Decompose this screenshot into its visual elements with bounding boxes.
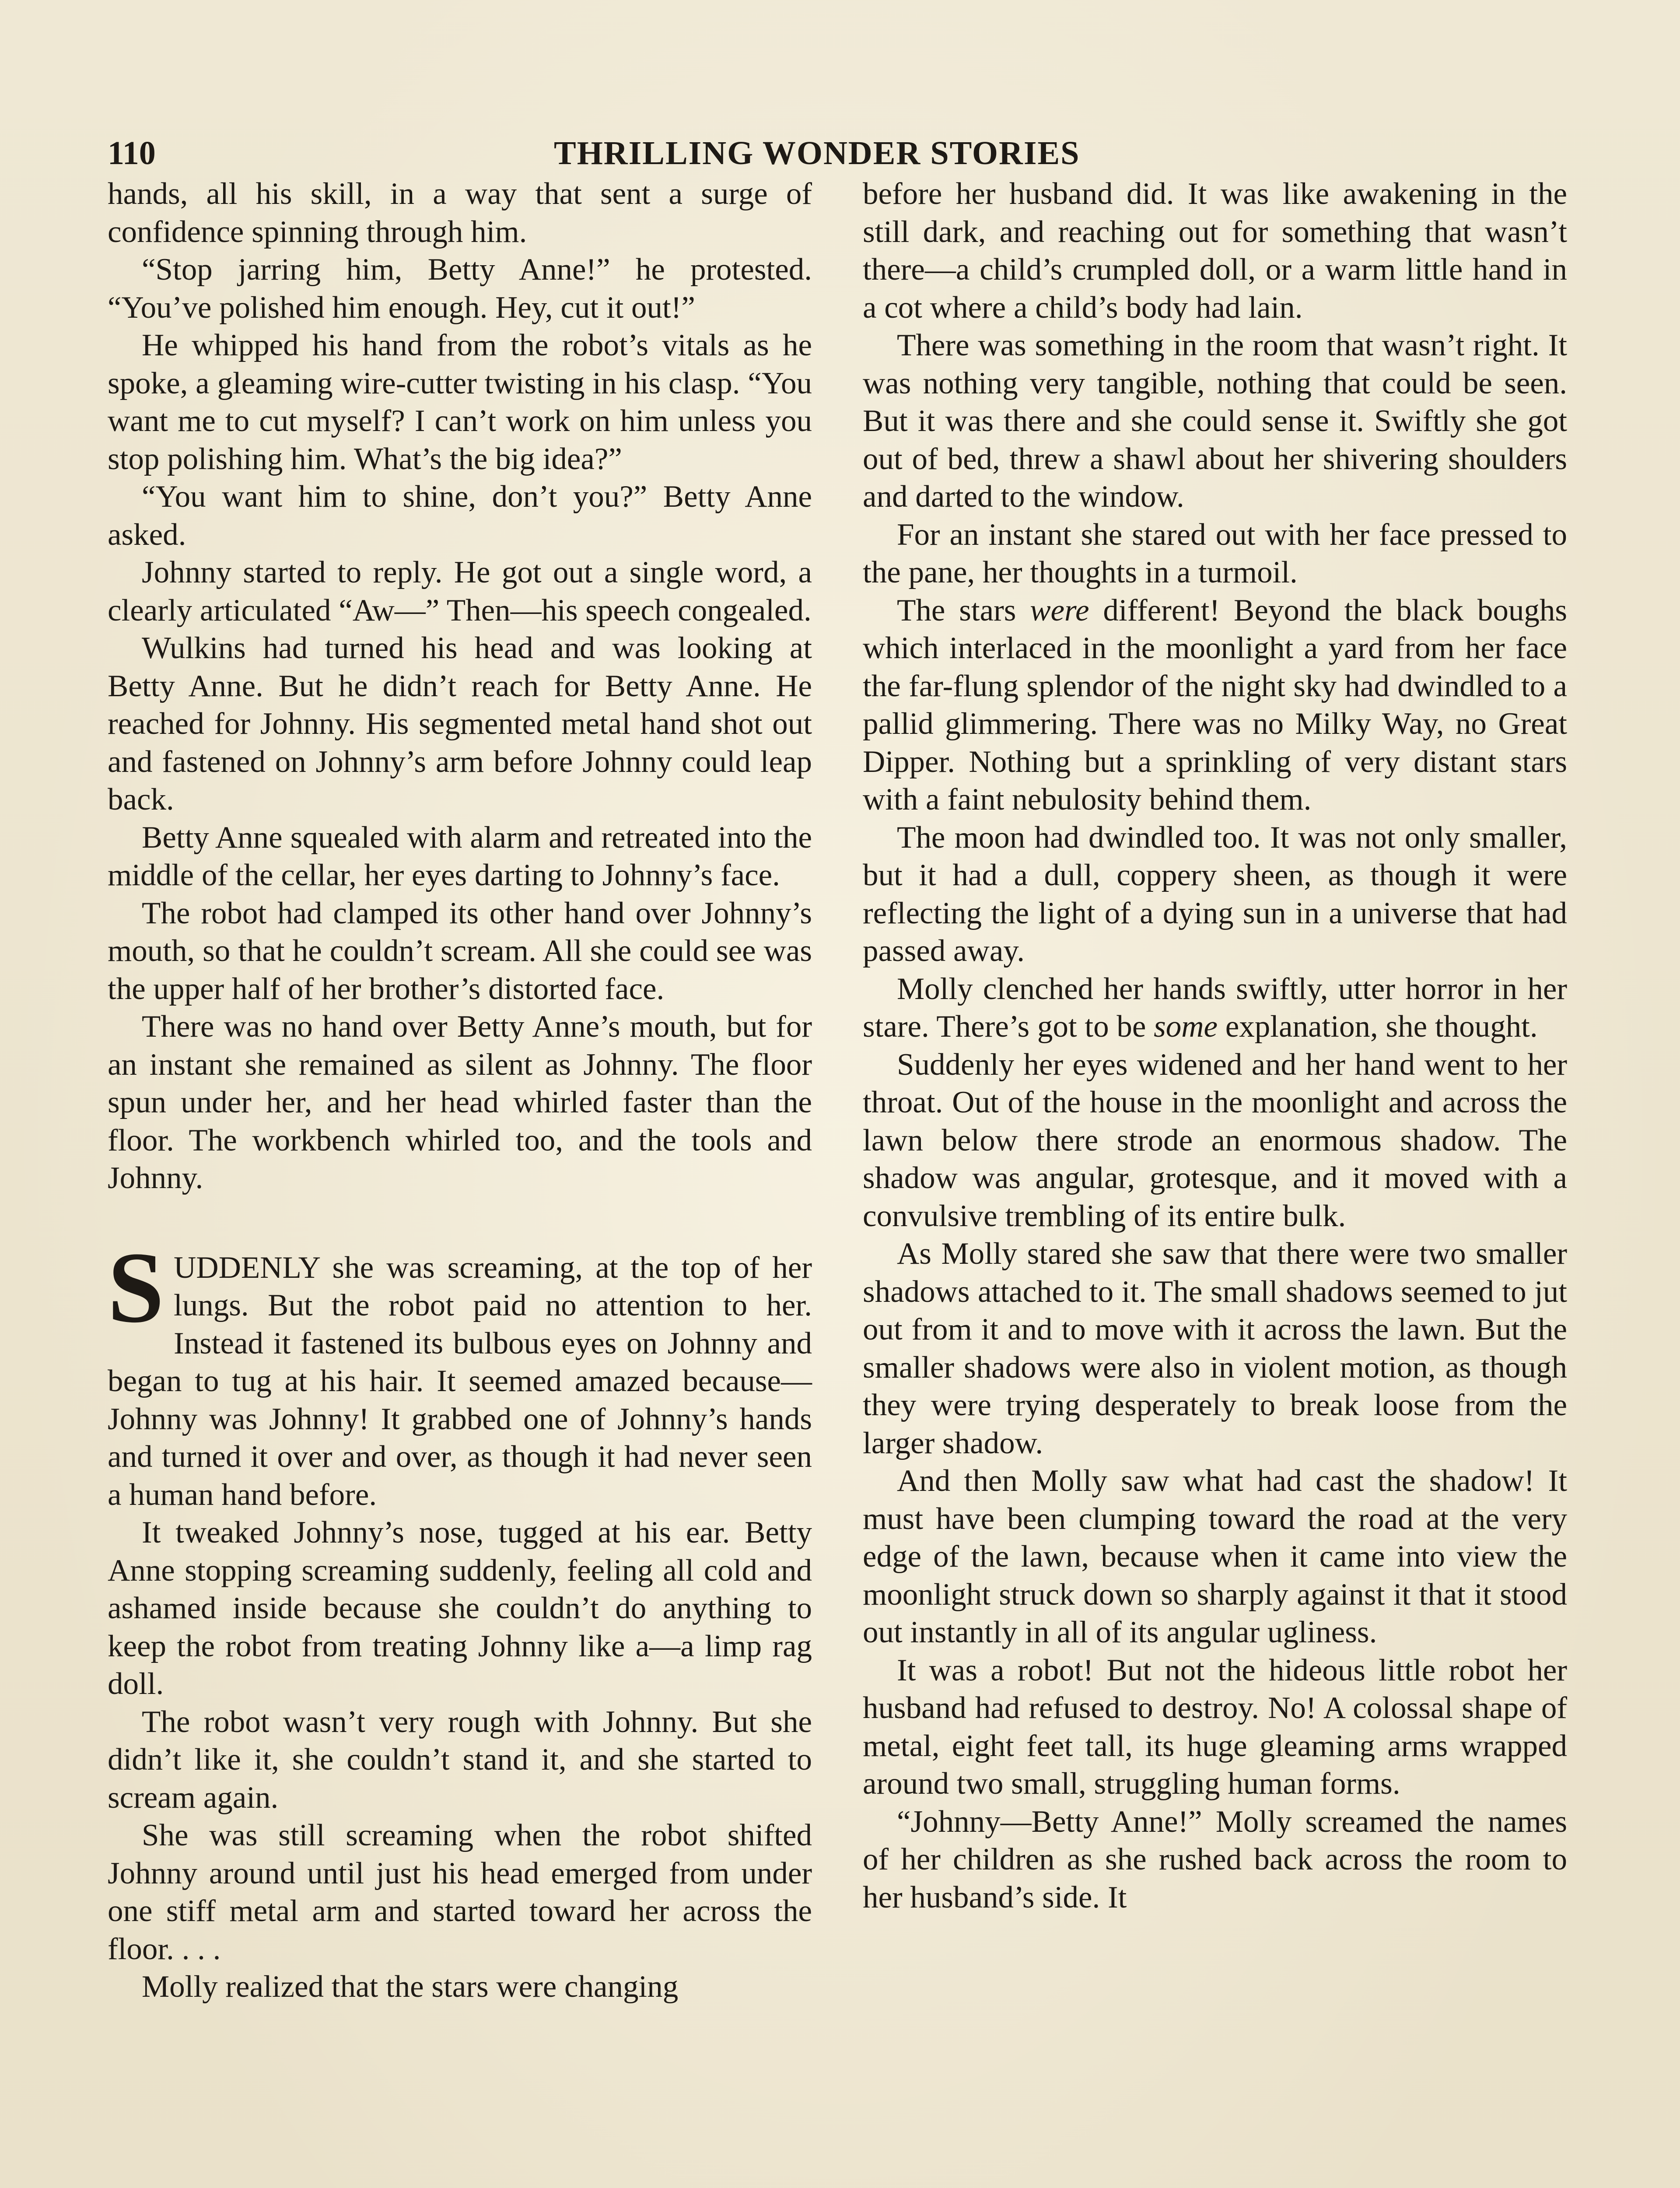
paragraph: “Stop jarring him, Betty Anne!” he protested. “You’ve polished him enough. Hey, cut it out!” bbox=[108, 252, 812, 325]
paragraph: The robot wasn’t very rough with Johnny. But she didn’t like it, she couldn’t stand it, and she started to scream again. bbox=[108, 1704, 812, 1815]
paragraph: And then Molly saw what had cast the shadow! It must have been clumping toward the road at the very edge of the lawn, because when it came into view the moonlight struck down so sharply against it that it stood out instantly in all of its angular ugliness. bbox=[863, 1464, 1567, 1649]
emphasis: some bbox=[1154, 1010, 1218, 1044]
paragraph: There was something in the room that wasn’t right. It was nothing very tangible, nothing that could be seen. But it was there and she could sense it. Swiftly she got out of bed, threw a shawl about her shivering shoulders and darted to the window. bbox=[863, 328, 1567, 514]
right-column bbox=[863, 175, 1567, 1916]
paragraph: There was no hand over Betty Anne’s mouth, but for an instant she remained as silent as Johnny. The floor spun under her, and her head whirled faster than the floor. The workbench whirled too, and the tools and Johnny. bbox=[108, 1010, 812, 1195]
small-caps-lead: UDDENLY bbox=[174, 1250, 320, 1285]
paragraph: Wulkins had turned his head and was looking at Betty Anne. But he didn’t reach for Betty Anne. He reached for Johnny. His segmented metal hand shot out and fastened on Johnny’s arm before Johnny could leap back. bbox=[108, 631, 812, 817]
paragraph: As Molly stared she saw that there were two smaller shadows attached to it. The small shadows seemed to jut out from it and to move with it across the lawn. But the smaller shadows were also in violent motion, as though they were trying desperately to break loose from the larger shadow. bbox=[863, 1237, 1567, 1460]
paragraph: Betty Anne squealed with alarm and retreated into the middle of the cellar, her eyes darting to Johnny’s face. bbox=[108, 820, 812, 892]
paragraph-text: explanation, she thought. bbox=[1218, 1010, 1538, 1044]
paragraph: “Johnny—Betty Anne!” Molly screamed the names of her children as she rushed back across the room to her husband’s side. It bbox=[863, 1804, 1567, 1914]
page-number: 110 bbox=[108, 135, 156, 172]
paragraph: He whipped his hand from the robot’s vitals as he spoke, a gleaming wire-cutter twisting in his clasp. “You want me to cut myself? I can’t work on him unless you stop polishing him. What’s the big idea?” bbox=[108, 328, 812, 476]
left-column bbox=[108, 175, 812, 2006]
paragraph-text: The stars bbox=[897, 593, 1030, 628]
paragraph: She was still screaming when the robot shifted Johnny around until just his head emerged from under one stiff metal arm and started toward her across the floor. . . . bbox=[108, 1818, 812, 1966]
emphasis: were bbox=[1030, 593, 1089, 628]
paragraph: Suddenly her eyes widened and her hand went to her throat. Out of the house in the moonlight and across the lawn below there strode an enormous shadow. The shadow was angular, grotesque, and it moved with a convulsive trembling of its entire bulk. bbox=[863, 1047, 1567, 1233]
paragraph-text: she was screaming, at the top of her lungs. But the robot paid no attention to her. Instead it fastened its bulbous eyes on Johnny and began to tug at his hair. It seemed amazed because—Johnny was Johnny! It grabbed one of Johnny’s hands and turned it over and over, as though it had never seen a human hand before. bbox=[108, 1250, 812, 1512]
paragraph: Johnny started to reply. He got out a single word, a clearly articulated “Aw—” Then—his speech congealed. bbox=[108, 555, 812, 628]
paragraph: The robot had clamped its other hand over Johnny’s mouth, so that he couldn’t scream. All she could see was the upper half of her brother’s distorted face. bbox=[108, 896, 812, 1006]
paragraph: It was a robot! But not the hideous little robot her husband had refused to destroy. No! A colossal shape of metal, eight feet tall, its huge gleaming arms wrapped around two small, struggling human forms. bbox=[863, 1653, 1567, 1801]
paragraph: It tweaked Johnny’s nose, tugged at his ear. Betty Anne stopping screaming suddenly, feeling all cold and ashamed inside because she couldn’t do anything to keep the robot from treating Johnny like a—a limp rag doll. bbox=[108, 1515, 812, 1701]
paragraph bbox=[863, 970, 1567, 1046]
section-opening-paragraph bbox=[108, 1231, 812, 1514]
drop-cap: S bbox=[108, 1231, 164, 1344]
running-head bbox=[108, 127, 1569, 179]
paragraph-text: Molly clenched her hands swiftly, utter horror in her stare. There’s got to be bbox=[863, 971, 1567, 1044]
paragraph-text: different! Beyond the black boughs which interlaced in the moonlight a yard from her face the far-flung splendor of the night sky had dwindled to a pallid glimmering. There was no Milky Way, no Great Dipper. Nothing but a sprinkling of very distant stars with a faint nebulosity behind them. bbox=[863, 593, 1567, 817]
paragraph: Molly realized that the stars were changing bbox=[142, 1970, 679, 2004]
paragraph bbox=[863, 592, 1567, 819]
paragraph: hands, all his skill, in a way that sent a surge of confidence spinning through him. bbox=[108, 177, 812, 249]
magazine-title: THRILLING WONDER STORIES bbox=[554, 135, 1080, 172]
paragraph: before her husband did. It was like awakening in the still dark, and reaching out for something that wasn’t there—a child’s crumpled doll, or a warm little hand in a cot where a child’s body had lain. bbox=[863, 177, 1567, 325]
paragraph: “You want him to shine, don’t you?” Betty Anne asked. bbox=[108, 480, 812, 552]
paragraph: The moon had dwindled too. It was not only smaller, but it had a dull, coppery sheen, as though it were reflecting the light of a dying sun in a universe that had passed away. bbox=[863, 820, 1567, 968]
paragraph: For an instant she stared out with her face pressed to the pane, her thoughts in a turmoil. bbox=[863, 517, 1567, 589]
